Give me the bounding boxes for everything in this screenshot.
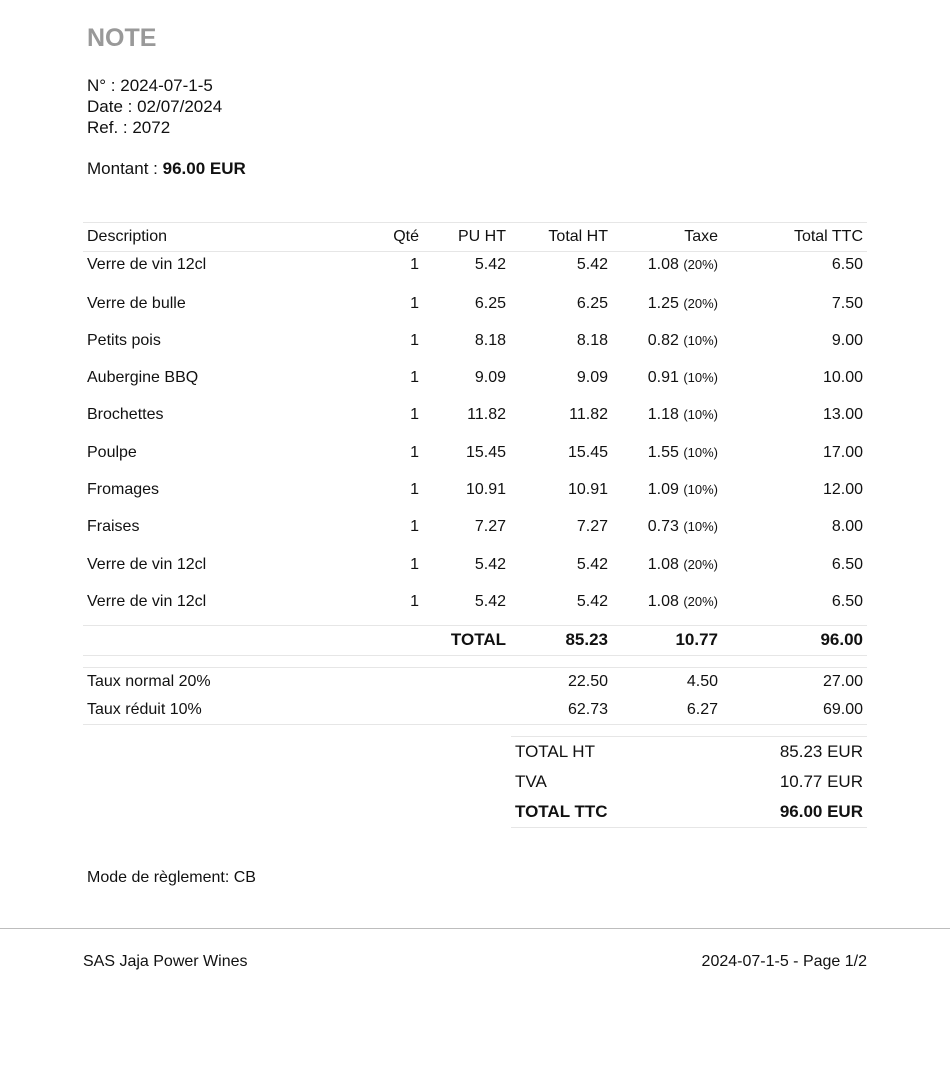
item-tax-amount: 1.55 xyxy=(647,443,679,461)
document-date: Date : 02/07/2024 xyxy=(87,97,223,116)
amount-label: Montant : xyxy=(87,159,163,178)
item-total-ht: 9.09 xyxy=(576,369,608,387)
header-description: Description xyxy=(83,223,333,252)
item-tax-amount: 1.08 xyxy=(647,256,679,273)
tax-rate-label: Taux normal 20% xyxy=(83,668,510,697)
summary-tva-row xyxy=(511,767,867,797)
item-tax-rate: (10%) xyxy=(683,407,718,423)
item-tax-rate: (20%) xyxy=(683,556,718,572)
item-qty: 1 xyxy=(410,480,419,498)
item-total-ttc: 7.50 xyxy=(831,294,863,312)
summary-total-ht-value: 85.23 EUR xyxy=(681,737,867,768)
items-header-row xyxy=(83,223,867,252)
item-total-ttc: 12.00 xyxy=(822,480,863,498)
item-tax-amount: 0.82 xyxy=(647,331,679,349)
item-total-ttc: 6.50 xyxy=(831,555,863,573)
item-tax-rate: (10%) xyxy=(683,370,718,386)
tax-rate-ht: 62.73 xyxy=(510,696,612,725)
header-tax: Taxe xyxy=(612,223,722,252)
summary-total-ttc-row xyxy=(511,797,867,828)
item-unit-price: 6.25 xyxy=(474,294,506,312)
item-total-ttc: 10.00 xyxy=(822,369,863,387)
item-tax-amount: 1.25 xyxy=(647,294,679,312)
item-tax xyxy=(612,439,722,476)
item-unit-price: 8.18 xyxy=(474,331,506,349)
item-tax-amount: 1.08 xyxy=(647,555,679,573)
document-reference: Ref. : 2072 xyxy=(87,118,171,137)
item-row xyxy=(83,588,867,625)
item-tax-rate: (10%) xyxy=(683,332,718,348)
item-total-ht: 5.42 xyxy=(576,256,608,273)
item-row xyxy=(83,401,867,438)
item-description: Verre de bulle xyxy=(87,294,186,312)
total-label: TOTAL xyxy=(423,625,510,655)
footer-page-info: 2024-07-1-5 - Page 1/2 xyxy=(701,953,867,970)
item-tax-amount: 0.73 xyxy=(647,518,679,536)
item-qty: 1 xyxy=(410,592,419,610)
tax-rate-tax: 6.27 xyxy=(612,696,722,725)
item-tax xyxy=(612,476,722,513)
item-total-ht: 5.42 xyxy=(576,592,608,610)
item-qty: 1 xyxy=(410,518,419,536)
tax-rate-row xyxy=(83,668,867,697)
tax-rate-tax: 4.50 xyxy=(612,668,722,697)
header-total-ttc: Total TTC xyxy=(722,223,867,252)
item-total-ht: 15.45 xyxy=(567,443,608,461)
item-description: Petits pois xyxy=(87,331,161,349)
item-description: Poulpe xyxy=(87,443,137,461)
item-description: Verre de vin 12cl xyxy=(87,256,207,273)
item-unit-price: 10.91 xyxy=(465,480,506,498)
item-description: Brochettes xyxy=(87,406,164,424)
item-tax-amount: 1.08 xyxy=(647,592,679,610)
item-tax-rate: (20%) xyxy=(683,257,718,272)
item-qty: 1 xyxy=(410,256,419,273)
summary-total-ttc-value: 96.00 EUR xyxy=(681,797,867,828)
item-total-ttc: 13.00 xyxy=(822,406,863,424)
item-total-ttc: 17.00 xyxy=(822,443,863,461)
item-tax-amount: 1.09 xyxy=(647,480,679,498)
summary-total-ttc-label: TOTAL TTC xyxy=(511,797,681,828)
tax-rate-ttc: 27.00 xyxy=(722,668,867,697)
total-spacer xyxy=(83,625,333,655)
tax-rate-label: Taux réduit 10% xyxy=(83,696,510,725)
item-total-ht: 8.18 xyxy=(576,331,608,349)
summary-tva-label: TVA xyxy=(515,772,547,791)
item-tax xyxy=(612,551,722,588)
item-row xyxy=(83,327,867,364)
item-tax xyxy=(612,327,722,364)
item-total-ht: 11.82 xyxy=(569,406,608,424)
summary-total-ht-row xyxy=(511,737,867,768)
item-tax-rate: (10%) xyxy=(683,444,718,460)
item-total-ht: 10.91 xyxy=(567,480,608,498)
total-spacer xyxy=(333,625,423,655)
footer-company: SAS Jaja Power Wines xyxy=(83,953,248,970)
item-total-ttc: 6.50 xyxy=(831,256,863,273)
item-tax xyxy=(612,588,722,625)
item-row xyxy=(83,551,867,588)
item-tax xyxy=(612,513,722,550)
total-ttc: 96.00 xyxy=(722,625,867,655)
summary-tva-value: 10.77 EUR xyxy=(779,772,863,791)
item-qty: 1 xyxy=(410,406,419,424)
header-qty: Qté xyxy=(333,223,423,252)
item-tax-rate: (10%) xyxy=(683,519,718,535)
item-tax xyxy=(612,290,722,327)
tax-rate-row xyxy=(83,696,867,725)
tax-rates-body xyxy=(83,668,867,725)
item-total-ht: 5.42 xyxy=(576,555,608,573)
item-unit-price: 5.42 xyxy=(474,592,506,610)
item-unit-price: 15.45 xyxy=(465,443,506,461)
item-tax-rate: (20%) xyxy=(683,295,718,311)
item-row xyxy=(83,364,867,401)
amount-line xyxy=(87,159,246,179)
tax-rates-table xyxy=(83,667,867,725)
item-tax xyxy=(612,364,722,401)
item-tax-rate: (20%) xyxy=(683,593,718,609)
document-number: N° : 2024-07-1-5 xyxy=(87,76,213,95)
item-unit-price: 5.42 xyxy=(474,555,506,573)
item-qty: 1 xyxy=(410,555,419,573)
item-qty: 1 xyxy=(410,294,419,312)
payment-method: Mode de règlement: CB xyxy=(87,869,256,886)
item-row xyxy=(83,513,867,550)
item-total-ttc: 6.50 xyxy=(831,592,863,610)
item-tax xyxy=(612,401,722,438)
item-unit-price: 5.42 xyxy=(474,256,506,273)
item-description: Verre de vin 12cl xyxy=(87,555,207,573)
item-row xyxy=(83,476,867,513)
tax-rate-ttc: 69.00 xyxy=(722,696,867,725)
item-description: Fromages xyxy=(87,480,160,498)
summary-total-ht-label: TOTAL HT xyxy=(511,737,681,768)
items-total-row xyxy=(83,625,867,655)
header-total-ht: Total HT xyxy=(510,223,612,252)
item-qty: 1 xyxy=(410,443,419,461)
item-unit-price: 7.27 xyxy=(474,518,506,536)
item-total-ht: 6.25 xyxy=(576,294,608,312)
item-description: Fraises xyxy=(87,518,140,536)
item-unit-price: 9.09 xyxy=(474,369,506,387)
item-row xyxy=(83,290,867,327)
item-tax xyxy=(612,252,722,290)
header-unit-price: PU HT xyxy=(423,223,510,252)
item-row xyxy=(83,252,867,290)
item-description: Aubergine BBQ xyxy=(87,369,199,387)
items-body xyxy=(83,252,867,626)
items-table xyxy=(83,222,867,656)
item-qty: 1 xyxy=(410,331,419,349)
item-description: Verre de vin 12cl xyxy=(87,592,207,610)
item-total-ttc: 9.00 xyxy=(831,331,863,349)
amount-value: 96.00 EUR xyxy=(162,159,246,178)
item-row xyxy=(83,439,867,476)
footer-divider xyxy=(0,928,950,929)
document-meta xyxy=(87,75,222,138)
total-tax: 10.77 xyxy=(612,625,722,655)
item-total-ttc: 8.00 xyxy=(831,518,863,536)
item-tax-rate: (10%) xyxy=(683,481,718,497)
document-title: NOTE xyxy=(87,24,157,52)
total-ht: 85.23 xyxy=(510,625,612,655)
item-unit-price: 11.82 xyxy=(467,406,506,424)
item-tax-amount: 1.18 xyxy=(647,406,679,424)
item-total-ht: 7.27 xyxy=(576,518,608,536)
item-qty: 1 xyxy=(410,369,419,387)
item-tax-amount: 0.91 xyxy=(647,369,679,387)
summary-table xyxy=(511,736,867,828)
tax-rate-ht: 22.50 xyxy=(510,668,612,697)
